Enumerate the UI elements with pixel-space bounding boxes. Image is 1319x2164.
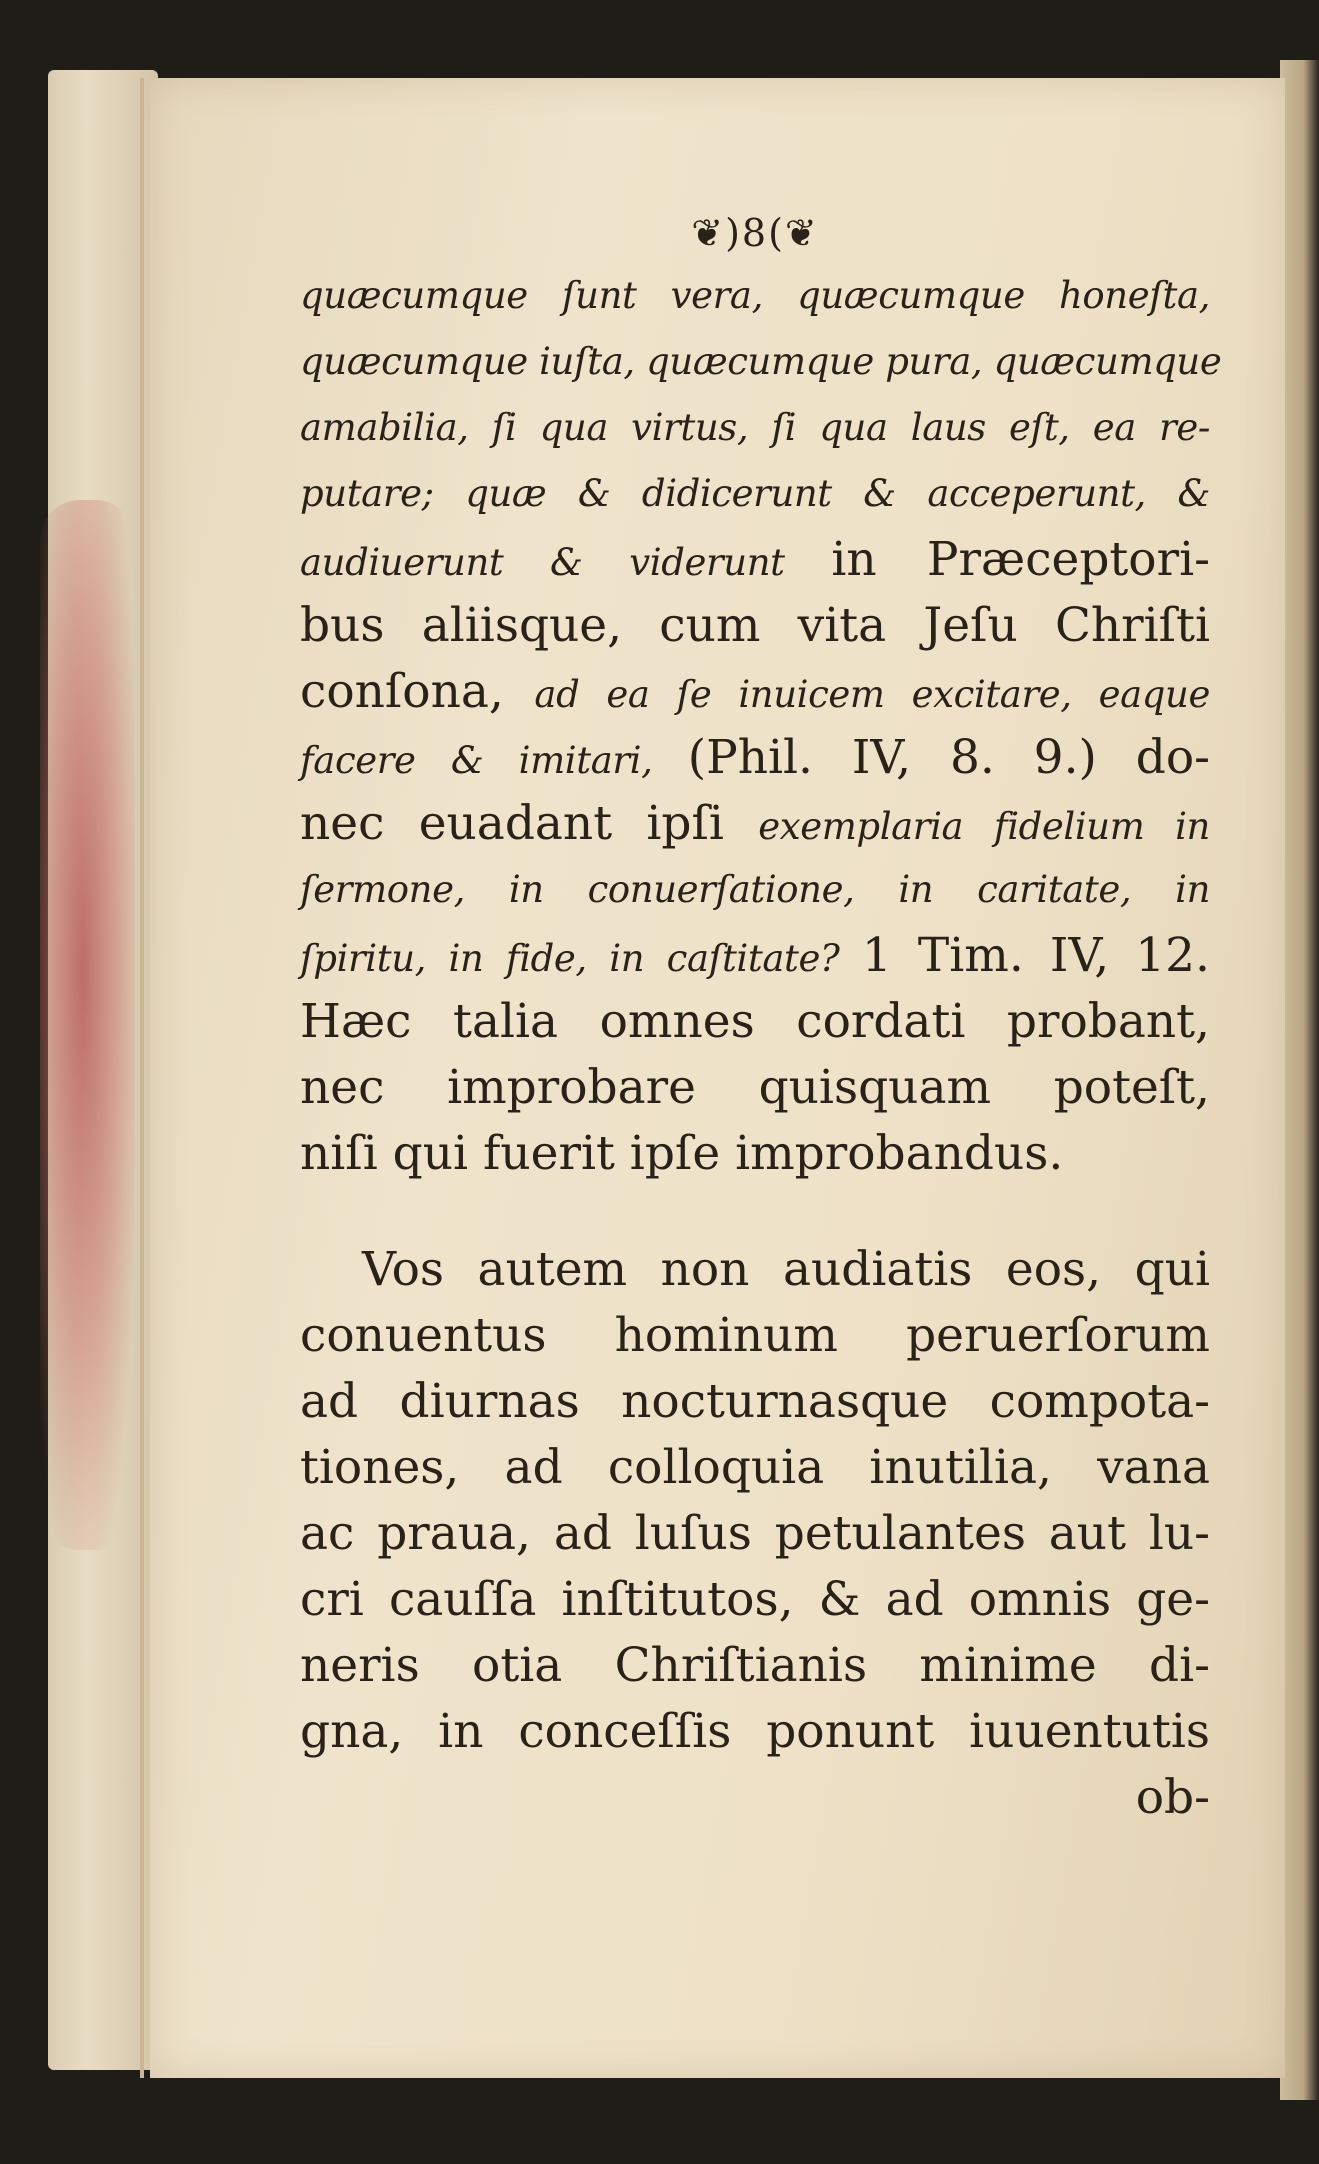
text-line: conuentus hominum peruerſorum xyxy=(300,1308,1210,1363)
line-segment: amabilia, ſi qua virtus, ſi qua laus eſt, ea re- xyxy=(300,406,1210,449)
text-line: gna, in conceſſis ponunt iuuentutis xyxy=(300,1704,1210,1759)
text-line xyxy=(300,791,1210,857)
page-header-ornament: ❦)8(❦ xyxy=(691,211,819,255)
line-segment: audiuerunt & viderunt xyxy=(300,541,832,584)
text-line xyxy=(300,395,1210,461)
text-line xyxy=(300,461,1210,527)
page-text xyxy=(300,205,1222,1831)
text-line xyxy=(300,1055,1210,1121)
line-segment: nec euadant ipſi xyxy=(300,796,759,851)
text-line: neris otia Chriſtianis minime di- xyxy=(300,1638,1210,1693)
line-segment: quæcumque iuſta, quæcumque pura, quæcumque xyxy=(300,340,1222,383)
fore-edge xyxy=(1280,60,1319,2100)
line-segment: ad ea ſe inuicem excitare, eaque xyxy=(534,673,1210,716)
line-segment: ſpiritu, in fide, in caſtitate? xyxy=(300,937,862,980)
line-segment: nec improbare quisquam poteſt, xyxy=(300,1060,1210,1115)
red-marbled-binding xyxy=(40,500,135,1550)
text-line xyxy=(300,527,1210,593)
catchword: ob- xyxy=(1135,1770,1210,1825)
text-line xyxy=(300,329,1222,395)
text-line xyxy=(300,593,1210,659)
paragraph-1 xyxy=(300,263,1222,1187)
gutter-line xyxy=(140,78,144,2078)
line-segment: exemplaria fidelium in xyxy=(758,805,1210,848)
text-line xyxy=(300,923,1210,989)
line-segment: conſona, xyxy=(300,664,535,719)
text-line: cri cauſſa inſtitutos, & ad omnis ge- xyxy=(300,1572,1210,1627)
text-line xyxy=(300,989,1210,1055)
paragraph-2 xyxy=(300,1237,1210,1831)
line-segment: (Phil. IV, 8. 9.) do- xyxy=(687,730,1211,785)
line-segment: in Præceptori- xyxy=(831,532,1210,587)
text-line: Vos autem non audiatis eos, qui xyxy=(362,1242,1210,1297)
text-line: tiones, ad colloquia inutilia, vana xyxy=(300,1440,1210,1495)
text-line: ac praua, ad luſus petulantes aut lu- xyxy=(300,1506,1210,1561)
line-segment: facere & imitari, xyxy=(300,739,688,782)
line-segment: niſi qui fuerit ipſe improbandus. xyxy=(300,1126,1064,1181)
text-line: ad diurnas nocturnasque compota- xyxy=(300,1374,1210,1429)
paragraph-gap xyxy=(300,1187,1210,1237)
text-line xyxy=(300,725,1210,791)
line-segment: putare; quæ & didicerunt & acceperunt, & xyxy=(300,472,1210,515)
text-line xyxy=(300,857,1210,923)
text-line xyxy=(300,263,1210,329)
line-segment: Hæc talia omnes cordati probant, xyxy=(300,994,1210,1049)
line-segment: quæcumque ſunt vera, quæcumque honeſta, xyxy=(300,274,1210,317)
text-line xyxy=(300,659,1210,725)
line-segment: 1 Tim. IV, 12. xyxy=(861,928,1210,983)
line-segment: ſermone, in conuerſatione, in caritate, in xyxy=(300,868,1210,911)
line-segment: bus aliisque, cum vita Jeſu Chriſti xyxy=(300,598,1210,653)
text-line xyxy=(300,1121,1210,1187)
